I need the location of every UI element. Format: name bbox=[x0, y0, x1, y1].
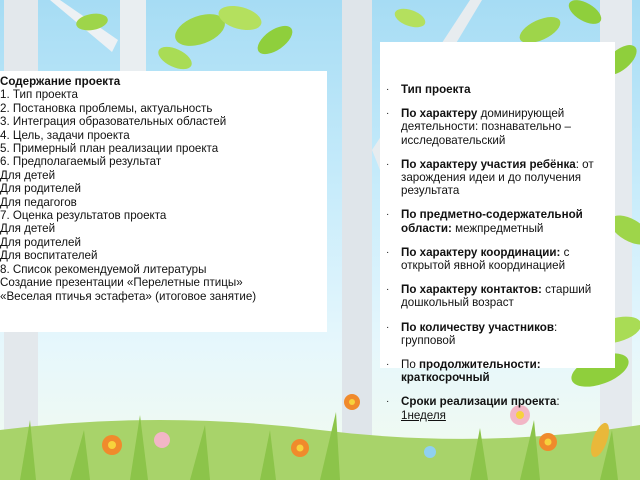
list-item bbox=[380, 107, 609, 147]
bullet-icon: · bbox=[386, 209, 390, 221]
item-heading: По характеру bbox=[401, 107, 478, 121]
list-item bbox=[380, 158, 609, 198]
item-heading: По количеству участников bbox=[401, 320, 554, 334]
list-item bbox=[380, 283, 609, 309]
list-item bbox=[380, 321, 609, 347]
contents-item: 5. Примерный план реализации проекта bbox=[0, 142, 219, 156]
contents-item: 6. Предполагаемый результат bbox=[0, 155, 162, 169]
item-text: межпредметный bbox=[451, 221, 544, 235]
contents-title: Содержание проекта bbox=[0, 75, 121, 88]
tree-trunk-center bbox=[120, 0, 146, 80]
list-item bbox=[380, 208, 609, 234]
item-text: : bbox=[556, 395, 560, 409]
bullet-icon: · bbox=[386, 246, 390, 258]
item-text: с открытой явной координацией bbox=[401, 245, 570, 273]
contents-item: 8. Список рекомендуемой литературы bbox=[0, 262, 207, 276]
item-heading: продолжительности: краткосрочный bbox=[401, 358, 541, 385]
contents-item: Для воспитателей bbox=[0, 249, 98, 263]
item-text: : от зарождения идеи и до получения результата bbox=[401, 157, 594, 198]
contents-item: 7. Оценка результатов проекта bbox=[0, 209, 167, 223]
contents-item: 1. Тип проекта bbox=[0, 88, 78, 102]
item-heading: По характеру участия ребёнка bbox=[401, 157, 576, 171]
contents-item: 4. Цель, задачи проекта bbox=[0, 128, 130, 142]
item-heading: По характеру контактов: bbox=[401, 283, 542, 297]
project-contents-panel bbox=[0, 71, 327, 332]
contents-item: Для родителей bbox=[0, 235, 81, 249]
item-text: доминирующей деятельности: познавательно – исследовательский bbox=[401, 107, 571, 147]
contents-item: Создание презентации «Перелетные птицы» bbox=[0, 276, 243, 290]
bullet-icon: · bbox=[386, 108, 390, 120]
item-heading: Тип проекта bbox=[401, 83, 471, 96]
project-type-panel bbox=[380, 42, 615, 422]
contents-item: 3. Интеграция образовательных областей bbox=[0, 115, 227, 129]
bullet-icon: · bbox=[386, 158, 390, 170]
item-heading: Сроки реализации проекта bbox=[401, 395, 557, 409]
contents-item: Для родителей bbox=[0, 182, 81, 196]
bullet-icon: · bbox=[386, 84, 390, 95]
contents-item: Для педагогов bbox=[0, 195, 77, 209]
list-item bbox=[380, 395, 609, 421]
list-item bbox=[380, 246, 609, 272]
project-characteristics-list bbox=[380, 83, 609, 422]
bullet-icon: · bbox=[386, 359, 390, 371]
item-text: старший дошкольный возраст bbox=[401, 283, 592, 310]
item-heading: По характеру координации: bbox=[401, 245, 561, 259]
contents-item: Для детей bbox=[0, 168, 56, 182]
item-text: По bbox=[401, 358, 420, 372]
list-item bbox=[380, 83, 609, 96]
contents-item: 2. Постановка проблемы, актуальность bbox=[0, 101, 213, 115]
contents-item: Для детей bbox=[0, 222, 56, 236]
bullet-icon: · bbox=[386, 321, 390, 333]
list-item bbox=[380, 358, 609, 384]
bullet-icon: · bbox=[386, 284, 390, 296]
item-text: : групповой bbox=[401, 320, 558, 347]
contents-item: «Веселая птичья эстафета» (итоговое занятие) bbox=[0, 289, 257, 303]
bullet-icon: · bbox=[386, 396, 390, 408]
item-heading: По предметно-содержательной области: bbox=[401, 208, 583, 235]
duration-value: 1неделя bbox=[401, 408, 446, 422]
